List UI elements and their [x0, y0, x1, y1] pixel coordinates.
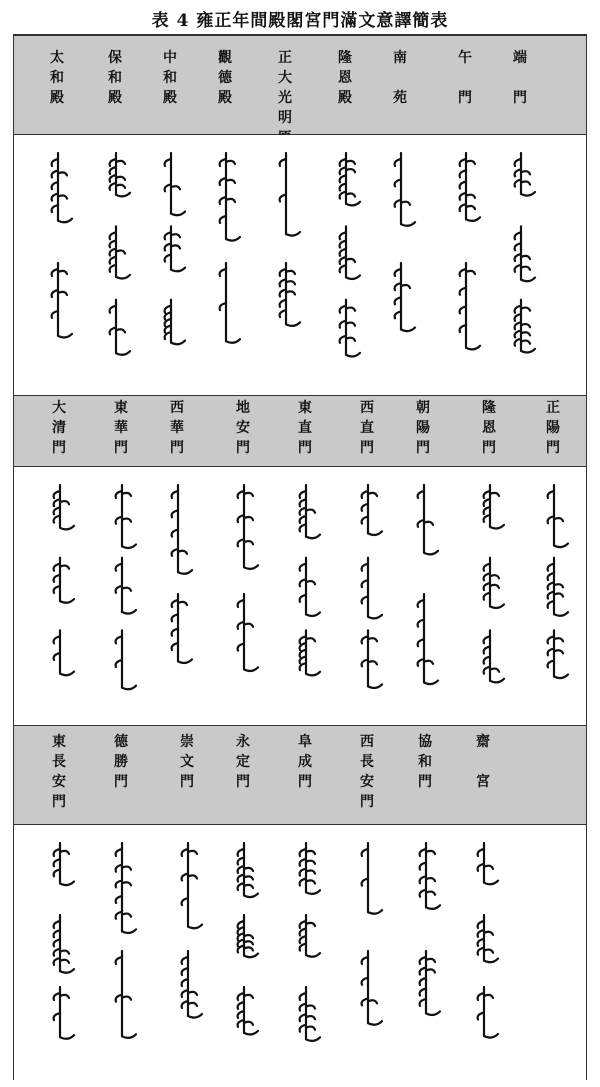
manchu-script-column: [96, 135, 136, 395]
header-char: 長: [52, 754, 66, 770]
header-char: 安: [360, 774, 374, 790]
table-title: 表 4 雍正年間殿閣宮門滿文意譯簡表: [151, 11, 449, 31]
column-header: [352, 726, 382, 830]
manchu-calligraphy: [362, 843, 382, 1025]
column-header: [44, 726, 74, 830]
header-char: 西: [360, 400, 374, 416]
header-char: 華: [170, 420, 184, 436]
header-char: 殿: [163, 90, 177, 106]
header-char: 門: [482, 440, 496, 456]
manchu-calligraphy: [165, 153, 185, 344]
header-char: 殿: [218, 90, 232, 106]
header-char: 正: [278, 50, 292, 66]
manchu-calligraphy: [182, 843, 202, 1018]
header-char: 苑: [393, 90, 407, 106]
header-char: 安: [236, 420, 250, 436]
header-char: 阜: [298, 734, 312, 750]
manchu-calligraphy: [300, 843, 320, 1041]
manchu-script-column: [102, 467, 142, 725]
header-char: 西: [360, 734, 374, 750]
column-header: [44, 396, 74, 468]
header-char: 門: [298, 440, 312, 456]
manchu-calligraphy: [340, 153, 360, 357]
header-char: 光: [278, 90, 292, 106]
header-char: 清: [52, 420, 66, 436]
column-header: [385, 36, 415, 146]
manchu-script-column: [470, 467, 510, 725]
header-char: 德: [218, 70, 232, 86]
manchu-script-column: [464, 825, 504, 1081]
header-char: 殿: [108, 90, 122, 106]
header-char: 中: [163, 50, 177, 66]
column-header: [172, 726, 202, 830]
header-char: 和: [163, 70, 177, 86]
translation-table: [13, 34, 587, 1080]
header-char: 恩: [338, 70, 352, 86]
header-char: 端: [513, 50, 527, 66]
column-header: [210, 36, 240, 146]
header-char: 殿: [338, 90, 352, 106]
header-char: 保: [108, 50, 122, 66]
column-header: [162, 396, 192, 468]
header-char: 殿: [50, 90, 64, 106]
manchu-calligraphy: [54, 843, 74, 1039]
header-char: 協: [418, 734, 432, 750]
column-header: [538, 396, 568, 468]
header-char: 和: [50, 70, 64, 86]
manchu-script-column: [534, 467, 574, 725]
manchu-band-1: [14, 135, 586, 395]
manchu-script-column: [286, 825, 326, 1081]
header-char: 和: [108, 70, 122, 86]
header-char: 門: [546, 440, 560, 456]
manchu-script-column: [40, 467, 80, 725]
manchu-script-column: [40, 825, 80, 1081]
header-char: 定: [236, 754, 250, 770]
manchu-calligraphy: [548, 485, 568, 678]
header-char: 大: [278, 70, 292, 86]
header-char: [481, 752, 486, 772]
manchu-script-column: [446, 135, 486, 395]
column-header: [352, 396, 382, 468]
column-header: [290, 726, 320, 830]
manchu-calligraphy: [300, 485, 320, 675]
column-header: [270, 36, 300, 146]
header-char: 門: [513, 90, 527, 106]
header-char: 恩: [482, 420, 496, 436]
header-band-3: [14, 725, 586, 825]
header-char: 門: [236, 440, 250, 456]
manchu-calligraphy: [478, 843, 498, 1038]
header-char: 門: [170, 440, 184, 456]
header-char: 隆: [482, 400, 496, 416]
manchu-script-column: [168, 825, 208, 1081]
header-band-2: [14, 395, 586, 467]
header-char: 門: [236, 774, 250, 790]
header-char: 陽: [416, 420, 430, 436]
header-char: 門: [180, 774, 194, 790]
header-char: 成: [298, 754, 312, 770]
header-char: 東: [52, 734, 66, 750]
column-header: [228, 396, 258, 468]
manchu-calligraphy: [395, 153, 415, 331]
header-char: 宮: [476, 774, 490, 790]
manchu-script-column: [206, 135, 246, 395]
column-header: [468, 726, 498, 830]
header-char: 直: [360, 420, 374, 436]
manchu-calligraphy: [52, 153, 72, 338]
header-char: 正: [546, 400, 560, 416]
manchu-calligraphy: [238, 485, 258, 671]
header-char: 門: [418, 774, 432, 790]
manchu-calligraphy: [172, 485, 192, 663]
header-char: 崇: [180, 734, 194, 750]
manchu-calligraphy: [110, 153, 130, 355]
manchu-script-column: [326, 135, 366, 395]
column-header: [408, 396, 438, 468]
header-char: 直: [298, 420, 312, 436]
header-char: 德: [114, 734, 128, 750]
manchu-calligraphy: [280, 153, 300, 326]
manchu-script-column: [266, 135, 306, 395]
manchu-calligraphy: [362, 485, 382, 688]
header-char: 門: [298, 774, 312, 790]
manchu-script-column: [501, 135, 541, 395]
header-char: 東: [298, 400, 312, 416]
manchu-calligraphy: [116, 843, 136, 1038]
manchu-script-column: [158, 467, 198, 725]
manchu-script-column: [348, 825, 388, 1081]
manchu-calligraphy: [460, 153, 480, 349]
column-header: [505, 36, 535, 146]
manchu-calligraphy: [420, 843, 440, 1015]
header-char: 門: [52, 794, 66, 810]
header-char: 門: [458, 90, 472, 106]
manchu-script-column: [348, 467, 388, 725]
manchu-calligraphy: [220, 153, 240, 343]
header-char: 隆: [338, 50, 352, 66]
manchu-calligraphy: [484, 485, 504, 682]
header-char: [463, 68, 468, 88]
header-char: 地: [236, 400, 250, 416]
manchu-script-column: [38, 135, 78, 395]
manchu-calligraphy: [238, 843, 258, 1035]
header-char: 午: [458, 50, 472, 66]
header-char: 長: [360, 754, 374, 770]
header-char: 門: [114, 440, 128, 456]
column-header: [106, 396, 136, 468]
header-band-1: [14, 35, 586, 135]
header-char: 西: [170, 400, 184, 416]
column-header: [106, 726, 136, 830]
manchu-calligraphy: [116, 485, 136, 689]
header-char: 門: [114, 774, 128, 790]
manchu-script-column: [406, 825, 446, 1081]
header-char: 東: [114, 400, 128, 416]
column-header: [410, 726, 440, 830]
manchu-script-column: [102, 825, 142, 1081]
header-char: 朝: [416, 400, 430, 416]
manchu-calligraphy: [418, 485, 438, 684]
header-char: 門: [52, 440, 66, 456]
header-char: 文: [180, 754, 194, 770]
header-char: 華: [114, 420, 128, 436]
header-char: 安: [52, 774, 66, 790]
column-header: [100, 36, 130, 146]
manchu-script-column: [224, 467, 264, 725]
header-char: 永: [236, 734, 250, 750]
manchu-calligraphy: [515, 153, 535, 353]
header-char: 南: [393, 50, 407, 66]
column-header: [290, 396, 320, 468]
header-char: 門: [360, 794, 374, 810]
column-header: [42, 36, 72, 146]
manchu-script-column: [286, 467, 326, 725]
header-char: 觀: [218, 50, 232, 66]
header-char: 和: [418, 754, 432, 770]
manchu-script-column: [224, 825, 264, 1081]
header-char: 門: [360, 440, 374, 456]
column-header: [155, 36, 185, 146]
header-char: 太: [50, 50, 64, 66]
manchu-script-column: [151, 135, 191, 395]
header-char: 勝: [114, 754, 128, 770]
manchu-band-2: [14, 467, 586, 725]
header-char: 齋: [476, 734, 490, 750]
column-header: [228, 726, 258, 830]
header-char: 陽: [546, 420, 560, 436]
manchu-band-3: [14, 825, 586, 1081]
manchu-calligraphy: [54, 485, 74, 675]
column-header: [450, 36, 480, 146]
header-char: 明: [278, 110, 292, 126]
header-char: [518, 68, 523, 88]
column-header: [330, 36, 360, 146]
manchu-script-column: [404, 467, 444, 725]
header-char: 門: [416, 440, 430, 456]
manchu-script-column: [381, 135, 421, 395]
header-char: 大: [52, 400, 66, 416]
header-char: [398, 68, 403, 88]
column-header: [474, 396, 504, 468]
